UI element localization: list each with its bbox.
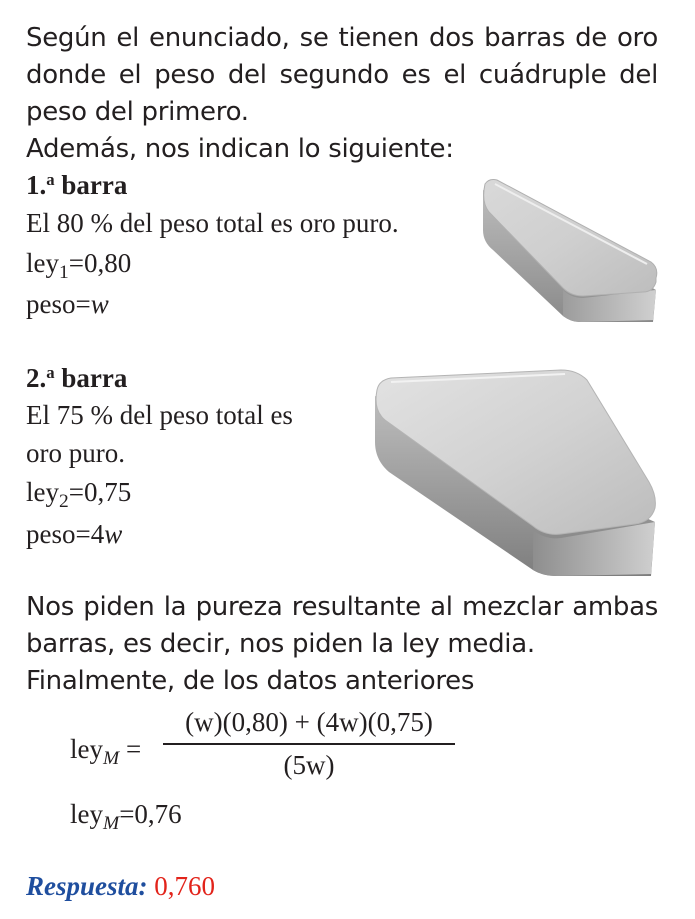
intro-text [26, 20, 658, 168]
bar2-heading-superscript: a [46, 362, 55, 382]
bar1-peso-label: peso [26, 289, 76, 319]
bar2-ley-label: ley [26, 477, 59, 507]
bar2-peso-variable: w [104, 519, 123, 549]
bar2-ley-value: =0,75 [68, 477, 132, 507]
formula-result-subscript: M [103, 813, 120, 835]
bar1-peso-variable: w [90, 289, 109, 319]
bar2-heading [26, 360, 127, 400]
bar1-heading-superscript: a [46, 169, 55, 189]
bar1-peso [26, 286, 109, 322]
bar1-ley-label: ley [26, 248, 59, 278]
formula-numerator: (w)(0,80) + (4w)(0,75) [185, 707, 433, 737]
formula-result [70, 796, 182, 836]
bar2-heading-word: barra [61, 363, 128, 393]
bar2-ley [26, 474, 131, 514]
bar2-description-line-2: oro puro. [26, 438, 125, 468]
gold-bar-small-image [475, 170, 665, 330]
intro-paragraph-1: Según el enunciado, se tienen dos barras de oro donde el peso del segundo es el cuádruple del peso del primero. [26, 23, 658, 127]
bar2-peso-equals: =4 [75, 519, 105, 549]
formula-result-value: =0,76 [119, 799, 182, 829]
answer-label: Respuesta: [26, 871, 148, 901]
bar1-description: El 80 % del peso total es oro puro. [26, 208, 399, 238]
formula-lhs-subscript: M [103, 748, 120, 770]
answer-line [26, 868, 215, 904]
formula-denominator: (5w) [283, 750, 335, 780]
bar1-peso-equals: = [75, 289, 91, 319]
formula-fraction [163, 705, 455, 782]
bar2-description-line-1: El 75 % del peso total es [26, 400, 293, 430]
bar1-ley-value: =0,80 [68, 248, 132, 278]
bar1-heading-word: barra [61, 170, 128, 200]
bar2-peso [26, 516, 122, 552]
formula-lhs-label: ley [70, 734, 103, 764]
bar2-peso-label: peso [26, 519, 76, 549]
gold-bar-large-image [365, 362, 663, 584]
bar1-heading-number: 1. [26, 170, 47, 200]
bar1-ley [26, 245, 131, 285]
bar1-ley-subscript: 1 [59, 262, 69, 284]
fraction-bar [163, 743, 455, 745]
formula-lhs [70, 731, 141, 771]
bar2-ley-subscript: 2 [59, 491, 69, 513]
bar1-heading [26, 167, 127, 207]
conclusion-paragraph-2: Finalmente, de los datos anteriores [26, 666, 475, 696]
answer-value: 0,760 [154, 871, 215, 901]
formula-equals: = [125, 734, 142, 764]
formula-result-label: ley [70, 799, 103, 829]
intro-paragraph-2: Además, nos indican lo siguiente: [26, 134, 454, 164]
conclusion-paragraph-1: Nos piden la pureza resultante al mezclar ambas barras, es decir, nos piden la ley media. [26, 592, 658, 659]
bar2-heading-number: 2. [26, 363, 47, 393]
